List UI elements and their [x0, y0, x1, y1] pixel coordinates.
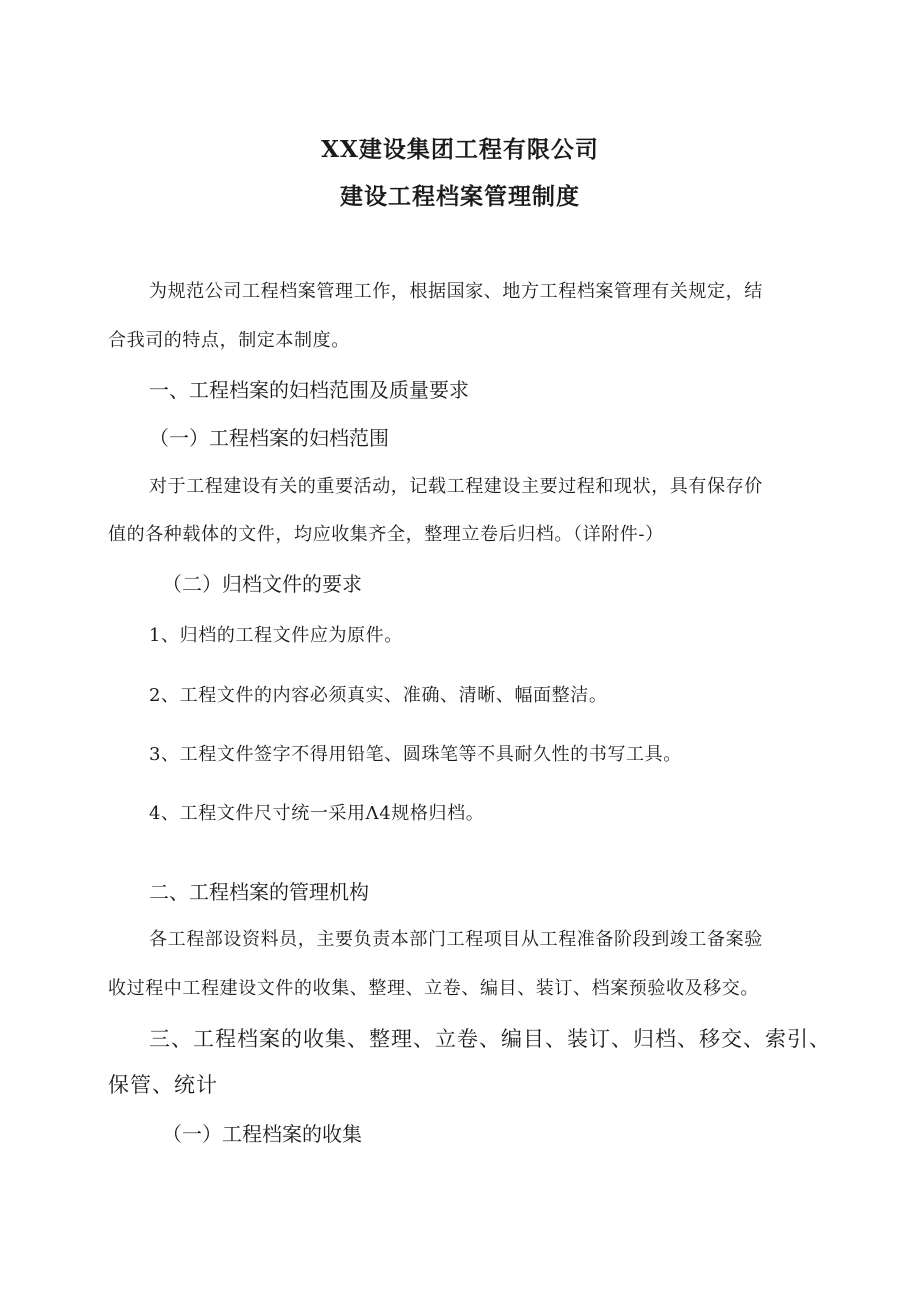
section-3-sub-1-heading: （一）工程档案的收集 — [162, 1122, 362, 1146]
intro-line-1: 为规范公司工程档案管理工作，根据国家、地方工程档案管理有关规定，结 — [149, 281, 763, 302]
company-title: XX建设集团工程有限公司 — [321, 136, 599, 163]
section-1-sub-2-heading: （二）归档文件的要求 — [162, 572, 362, 596]
section-2-heading: 二、工程档案的管理机构 — [149, 880, 369, 904]
section-3-heading-line-2: 保管、统计 — [108, 1073, 218, 1097]
section-1-heading: 一、工程档案的妇档范围及质量要求 — [149, 378, 469, 402]
intro-line-2: 合我司的特点，制定本制度。 — [108, 330, 350, 351]
section-1-sub-1-line-2: 值的各种载体的文件，均应收集齐全，整理立卷后归档。（详附件-） — [108, 524, 664, 545]
requirement-item-2: 2、工程文件的内容必须真实、准确、清晰、幅面整洁。 — [149, 685, 608, 706]
section-1-sub-1-heading: （一）工程档案的妇档范围 — [149, 426, 389, 450]
section-2-line-2: 收过程中工程建设文件的收集、整理、立卷、编目、装订、档案预验收及移交。 — [108, 978, 759, 999]
requirement-item-3: 3、工程文件签字不得用铅笔、圆珠笔等不具耐久性的书写工具。 — [149, 744, 682, 765]
section-1-sub-1-line-1: 对于工程建设有关的重要活动，记载工程建设主要过程和现状，具有保存价 — [149, 476, 763, 497]
requirement-item-4: 4、工程文件尺寸统一采用Λ4规格归档。 — [149, 803, 485, 824]
section-3-heading-line-1: 三、工程档案的收集、整理、立卷、编目、装订、归档、移交、索引、 — [149, 1027, 831, 1051]
document-title: 建设工程档案管理制度 — [340, 183, 580, 210]
requirement-item-1: 1、归档的工程文件应为原件。 — [149, 625, 403, 646]
section-2-line-1: 各工程部设资料员，主要负责本部门工程项目从工程准备阶段到竣工备案验 — [149, 929, 763, 950]
